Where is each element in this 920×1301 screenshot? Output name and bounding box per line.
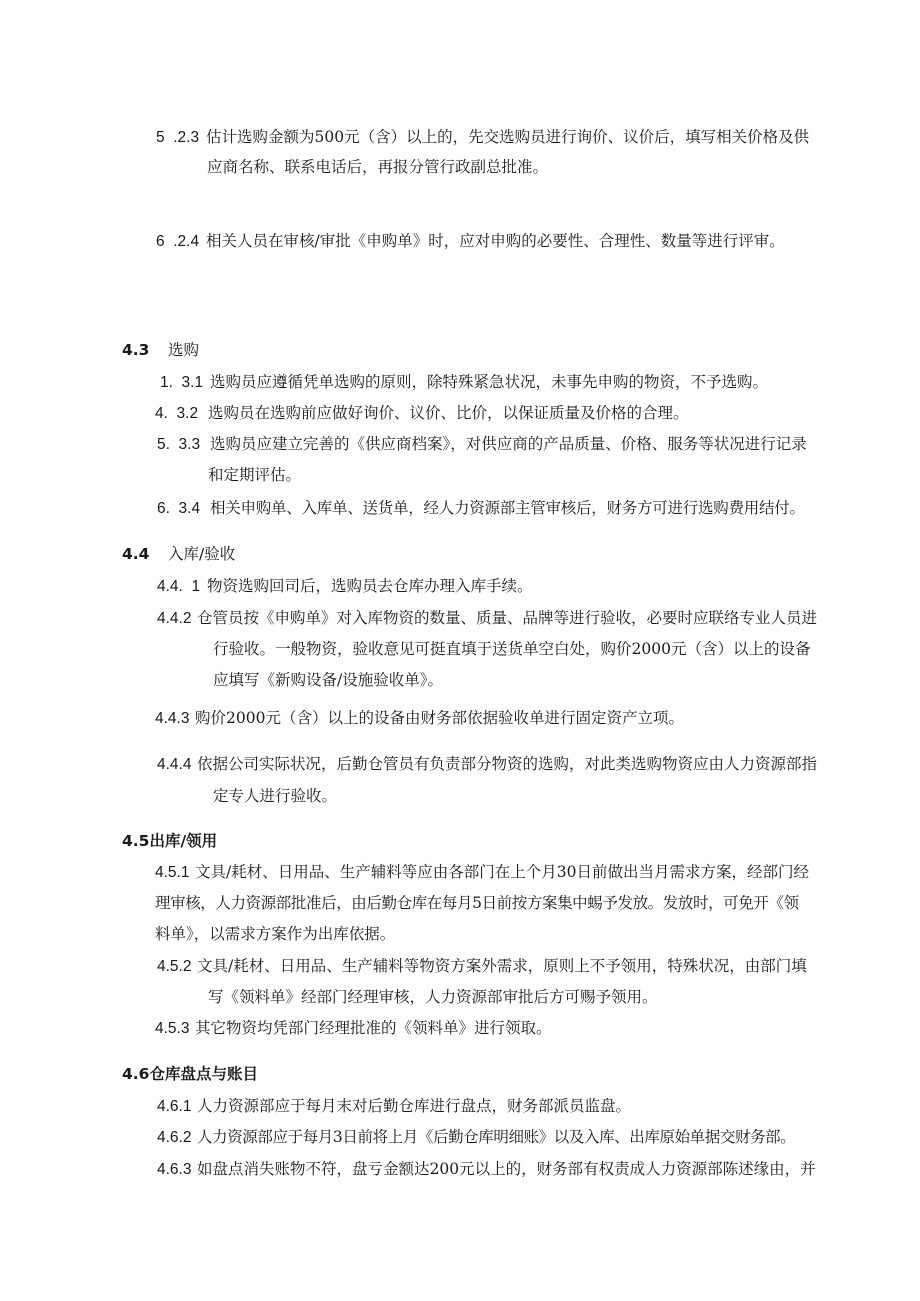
paragraph-4-5-1-line-1	[155, 862, 809, 883]
paragraph-4-4-4-line-1	[157, 754, 817, 775]
paragraph-6-2-4	[156, 231, 785, 252]
paragraph-4-3-3-line-1	[157, 434, 807, 455]
paragraph-5-2-3-line-1	[156, 127, 809, 148]
item-number: 4.5.2	[157, 958, 192, 975]
item-text: 人力资源部应于每月3日前将上月《后勤仓库明细账》以及入库、出库原始单据交财务部。	[197, 1128, 796, 1146]
paragraph-5-2-3-line-2: 应商名称、联系电话后，再报分管行政副总批准。	[207, 158, 549, 176]
item-number: 1. 3.1	[160, 374, 204, 391]
item-text: 依据公司实际状况，后勤仓管员有负责部分物资的选购，对此类选购物资应由人力资源部指	[197, 755, 818, 773]
paragraph-4-5-2-line-1	[157, 956, 807, 977]
paragraph-4-5-1-line-3: 料单》，以需求方案作为出库依据。	[155, 925, 396, 943]
item-number: 4.6.1	[157, 1098, 192, 1115]
section-number: 4.4	[122, 545, 150, 563]
item-number: 4.5.1	[155, 864, 190, 881]
section-title: 入库/验收	[168, 545, 236, 563]
paragraph-4-5-1-line-2: 理审核，人力资源部批准后，由后勤仓库在每月5日前按方案集中蜴予发放。发放时，可免开《领	[155, 894, 799, 912]
item-number: 5 .2.3	[156, 129, 200, 146]
item-text: 相关申购单、入库单、送货单，经人力资源部主管审核后，财务方可进行选购费用结付。	[210, 499, 805, 517]
item-text: 选购员应建立完善的《供应商档案》，对供应商的产品质量、价格、服务等状况进行记录	[210, 435, 807, 453]
section-heading-4-4	[122, 544, 235, 564]
paragraph-4-4-4-line-2: 定专人进行验收。	[213, 787, 338, 805]
item-number: 4.4. 1	[157, 578, 201, 595]
item-text: 仓管员按《申购单》对入库物资的数量、质量、品牌等进行验收，必要时应联络专业人员进	[197, 609, 818, 627]
section-heading-4-5: 4.5出库/领用	[122, 832, 218, 850]
paragraph-4-4-2-line-2: 行验收。一般物资，验收意见可挺直填于送货单空白处，购价2000元（含）以上的设备	[213, 640, 811, 658]
item-text: 选购员在选购前应做好询价、议价、比价，以保证质量及价格的合理。	[208, 404, 689, 422]
item-number: 4.6.3	[157, 1161, 192, 1178]
item-text: 购价2000元（含）以上的设备由财务部依据验收单进行固定资产立项。	[195, 709, 684, 727]
paragraph-4-3-1	[160, 372, 768, 393]
item-number: 4.5.3	[155, 1020, 190, 1037]
item-number: 4.4.2	[157, 610, 192, 627]
item-text: 相关人员在审核/审批《申购单》时，应对申购的必要性、合理性、数量等进行评审。	[206, 232, 785, 250]
section-number: 4.3	[122, 341, 150, 359]
section-title: 选购	[168, 341, 200, 359]
paragraph-4-3-2	[155, 403, 689, 424]
item-text: 其它物资均凭部门经理批准的《领料单》进行领取。	[195, 1019, 552, 1037]
paragraph-4-3-4	[157, 498, 805, 519]
section-heading-4-3	[122, 340, 199, 360]
paragraph-4-5-3	[155, 1018, 552, 1039]
item-number: 6. 3.4	[157, 500, 201, 517]
item-text: 物资选购回司后，选购员去仓库办理入库手续。	[207, 577, 533, 595]
paragraph-4-6-3	[157, 1159, 816, 1180]
item-text: 选购员应遵循凭单选购的原则，除特殊紧急状况，未事先申购的物资，不予选购。	[210, 373, 769, 391]
item-number: 4. 3.2	[155, 405, 199, 422]
paragraph-4-6-1	[157, 1096, 631, 1117]
item-text: 文具/耗材、日用品、生产辅料等应由各部门在上个月30日前做出当月需求方案，经部门经	[195, 863, 809, 881]
paragraph-4-6-2	[157, 1127, 795, 1148]
item-number: 5. 3.3	[157, 436, 201, 453]
paragraph-4-3-3-line-2: 和定期评估。	[208, 466, 302, 484]
item-text: 估计选购金额为500元（含）以上的，先交选购员进行询价、议价后，填写相关价格及供	[206, 128, 810, 146]
paragraph-4-4-3	[155, 708, 684, 729]
item-number: 6 .2.4	[156, 233, 200, 250]
item-number: 4.4.4	[157, 756, 192, 773]
item-number: 4.4.3	[155, 710, 190, 727]
item-text: 如盘点消失账物不符，盘亏金额达200元以上的，财务部有权责成人力资源部陈述缘由，并	[197, 1160, 816, 1178]
section-heading-4-6: 4.6仓库盘点与账目	[122, 1065, 258, 1083]
paragraph-4-5-2-line-2: 写《领料单》经部门经理审核，人力资源部审批后方可赐予领用。	[208, 988, 658, 1006]
paragraph-4-4-2-line-1	[157, 608, 817, 629]
item-number: 4.6.2	[157, 1129, 192, 1146]
item-text: 人力资源部应于每月末对后勤仓库进行盘点，财务部派员监盘。	[197, 1097, 632, 1115]
item-text: 文具/耗材、日用品、生产辅料等物资方案外需求，原则上不予领用，特殊状况，由部门填	[197, 957, 807, 975]
paragraph-4-4-2-line-3: 应填写《新购设备/设施验收单》。	[213, 671, 443, 689]
paragraph-4-4-1	[157, 576, 533, 597]
